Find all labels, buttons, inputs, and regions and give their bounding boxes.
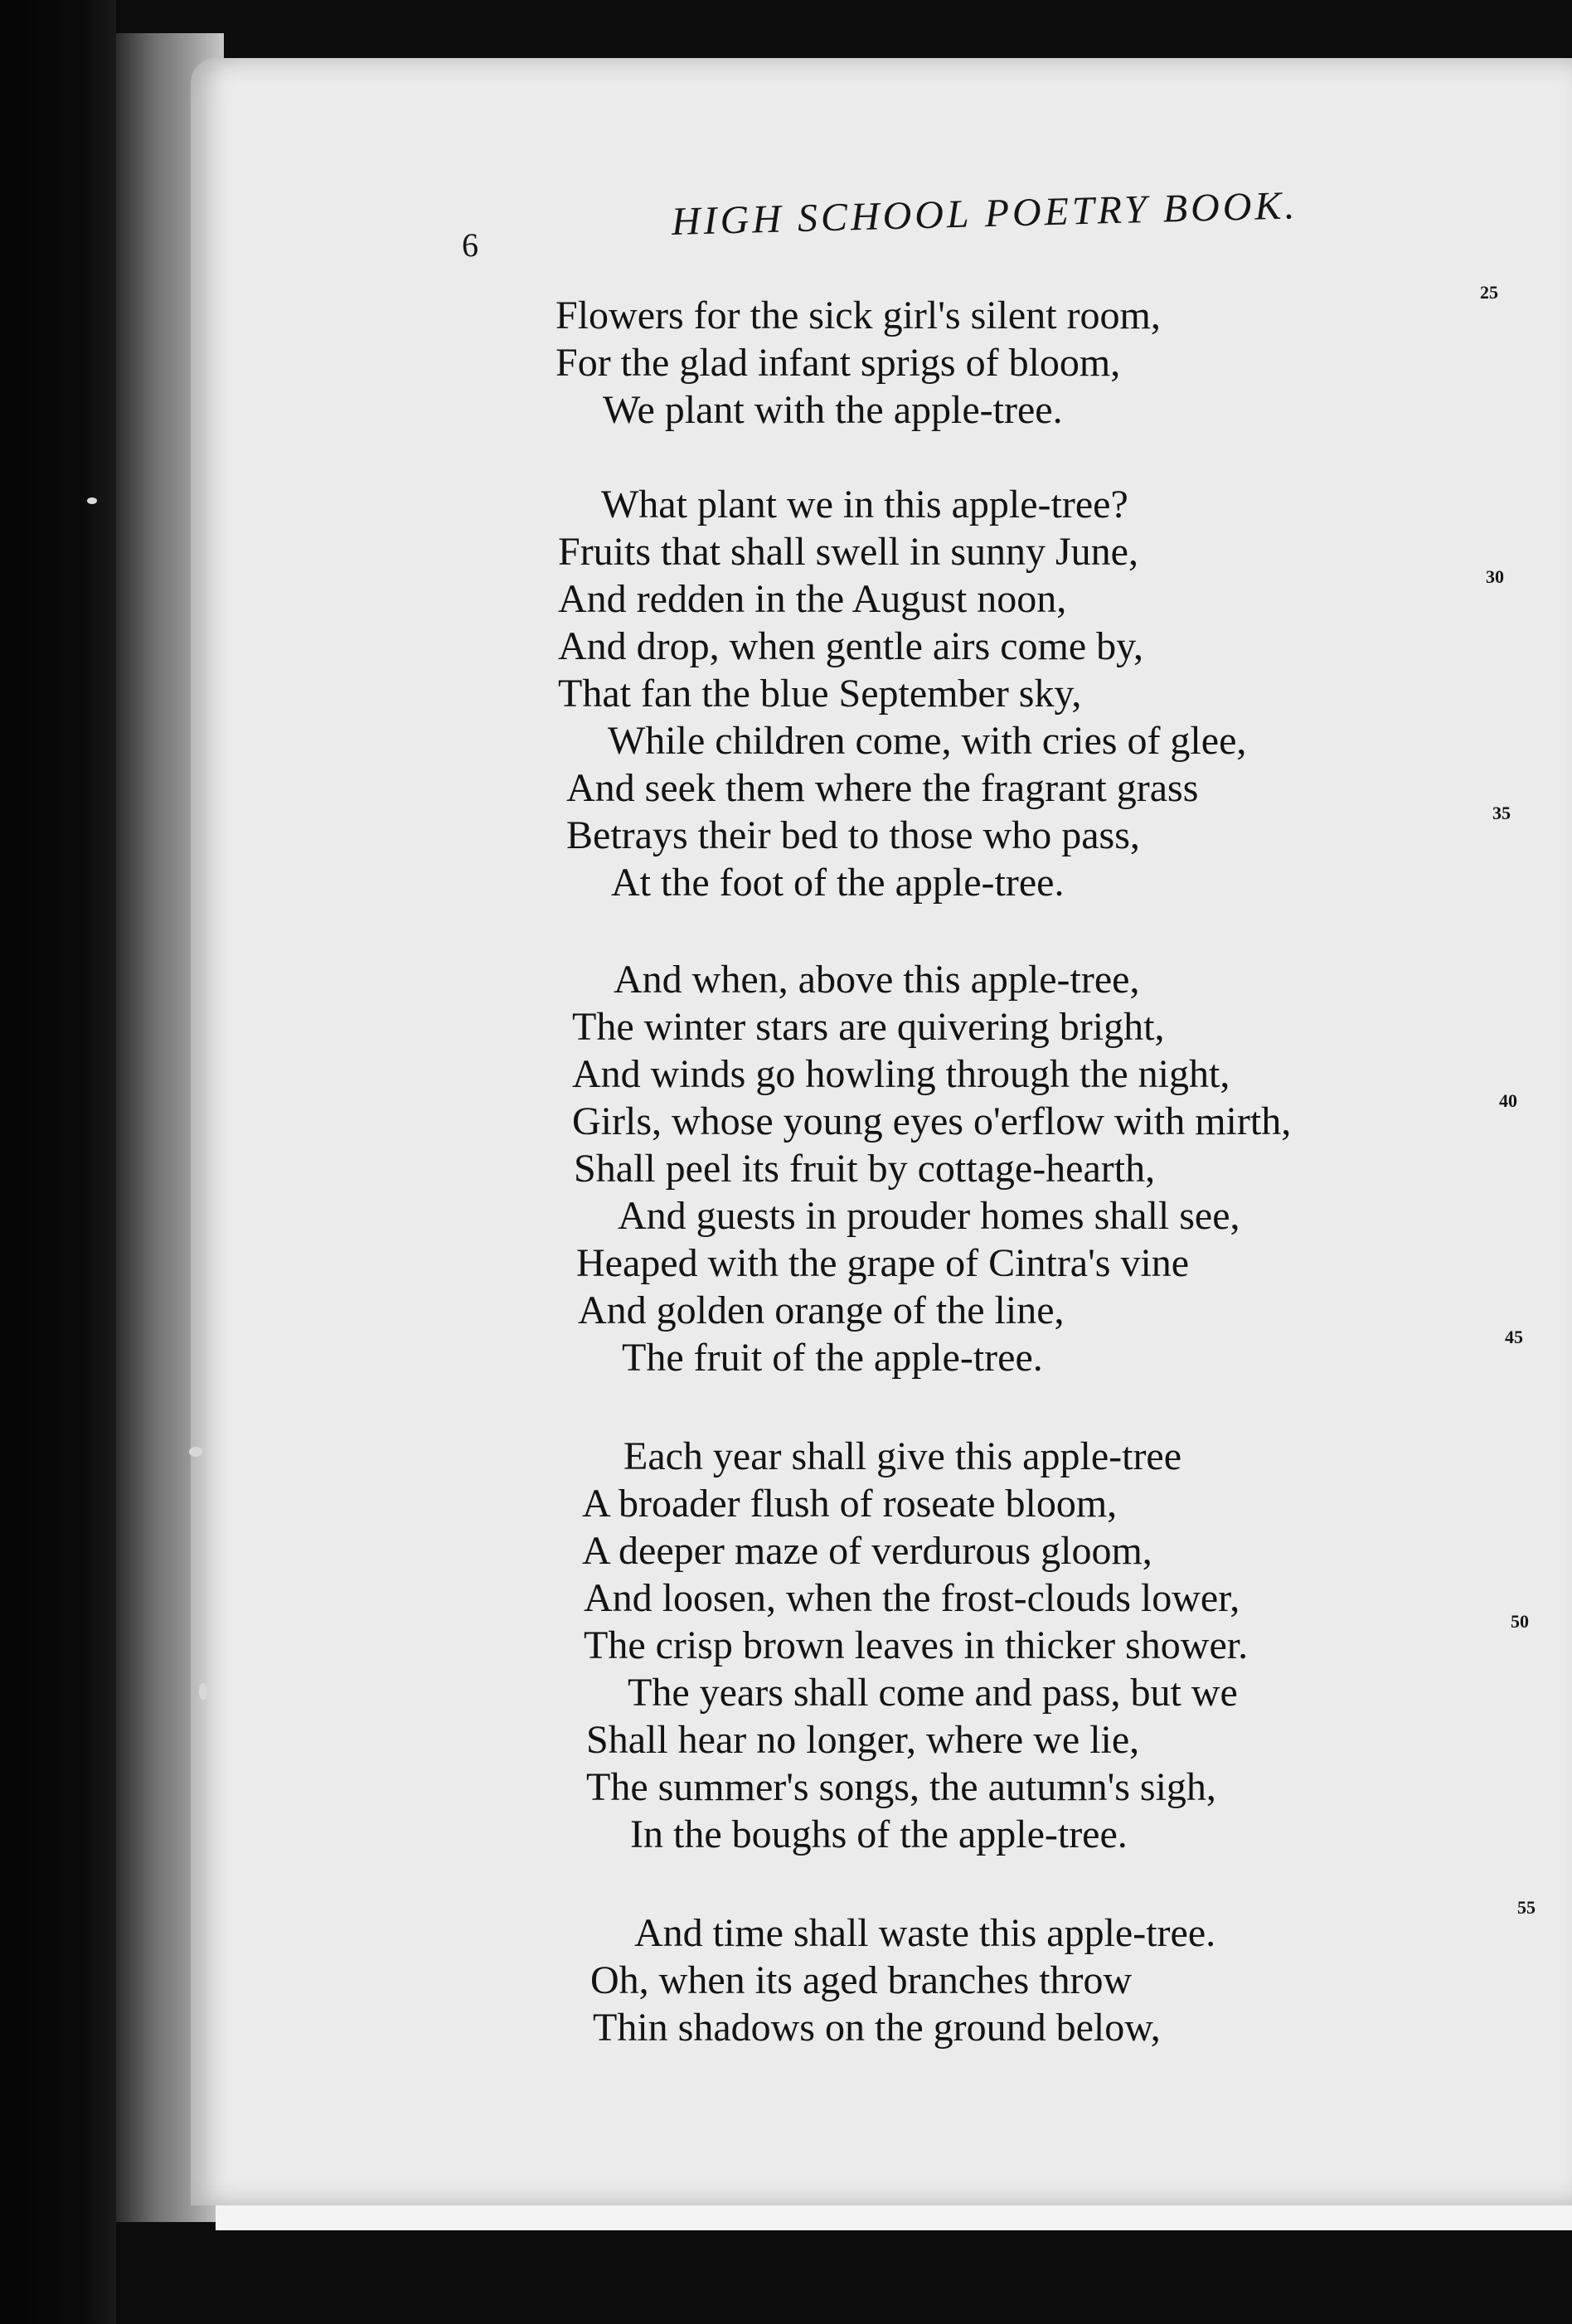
line-number-marker: 35 <box>1492 803 1511 823</box>
page-bottom-edge <box>216 2205 1572 2230</box>
verse-line: The summer's songs, the autumn's sigh, <box>586 1765 1216 1809</box>
verse-line: And redden in the August noon, <box>558 577 1067 621</box>
scan-speck <box>199 1683 207 1700</box>
verse-line: And winds go howling through the night, <box>572 1052 1230 1096</box>
line-number-marker: 30 <box>1486 566 1504 587</box>
verse-line: That fan the blue September sky, <box>558 672 1082 716</box>
running-title: HIGH SCHOOL POETRY BOOK. <box>671 183 1299 244</box>
verse-line: Shall hear no longer, where we lie, <box>586 1718 1140 1762</box>
verse-line: Fruits that shall swell in sunny June, <box>558 530 1138 574</box>
scan-border <box>0 0 116 2324</box>
verse-line: And time shall waste this apple-tree. <box>634 1911 1216 1955</box>
verse-line: Betrays their bed to those who pass, <box>566 813 1140 857</box>
verse-line: At the foot of the apple-tree. <box>611 861 1065 905</box>
verse-line: Flowers for the sick girl's silent room, <box>556 294 1161 337</box>
line-number-marker: 40 <box>1499 1090 1517 1111</box>
verse-line: And drop, when gentle airs come by, <box>558 624 1144 668</box>
scan-speck <box>189 1447 202 1457</box>
verse-line: Each year shall give this apple-tree <box>623 1434 1182 1478</box>
verse-line: What plant we in this apple-tree? <box>601 483 1128 526</box>
verse-line: The years shall come and pass, but we <box>628 1671 1238 1715</box>
verse-line: And seek them where the fragrant grass <box>566 766 1199 810</box>
verse-line: And guests in prouder homes shall see, <box>618 1194 1240 1238</box>
verse-line: Heaped with the grape of Cintra's vine <box>576 1241 1190 1285</box>
verse-line: Shall peel its fruit by cottage-hearth, <box>574 1147 1156 1191</box>
verse-line: While children come, with cries of glee, <box>608 719 1247 763</box>
line-number-marker: 55 <box>1517 1897 1536 1918</box>
verse-line: In the boughs of the apple-tree. <box>630 1812 1128 1856</box>
verse-line: The crisp brown leaves in thicker shower. <box>584 1623 1249 1667</box>
verse-line: The fruit of the apple-tree. <box>622 1336 1043 1380</box>
verse-line: Girls, whose young eyes o'erflow with mirth, <box>572 1099 1292 1143</box>
verse-line: The winter stars are quivering bright, <box>572 1005 1165 1049</box>
line-number-marker: 25 <box>1480 282 1498 303</box>
line-number-marker: 45 <box>1505 1327 1523 1347</box>
verse-line: And golden orange of the line, <box>578 1288 1065 1332</box>
verse-line: Oh, when its aged branches throw <box>590 1958 1133 2002</box>
verse-line: And loosen, when the frost-clouds lower, <box>584 1576 1240 1620</box>
scan-speck <box>87 497 97 504</box>
verse-line: A deeper maze of verdurous gloom, <box>582 1529 1152 1573</box>
verse-line: Thin shadows on the ground below, <box>593 2006 1161 2050</box>
verse-line: A broader flush of roseate bloom, <box>582 1482 1118 1526</box>
verse-line: For the glad infant sprigs of bloom, <box>556 341 1121 385</box>
verse-line: And when, above this apple-tree, <box>614 958 1140 1002</box>
page-number: 6 <box>462 226 478 264</box>
verse-line: We plant with the apple-tree. <box>603 388 1063 432</box>
line-number-marker: 50 <box>1511 1611 1529 1632</box>
